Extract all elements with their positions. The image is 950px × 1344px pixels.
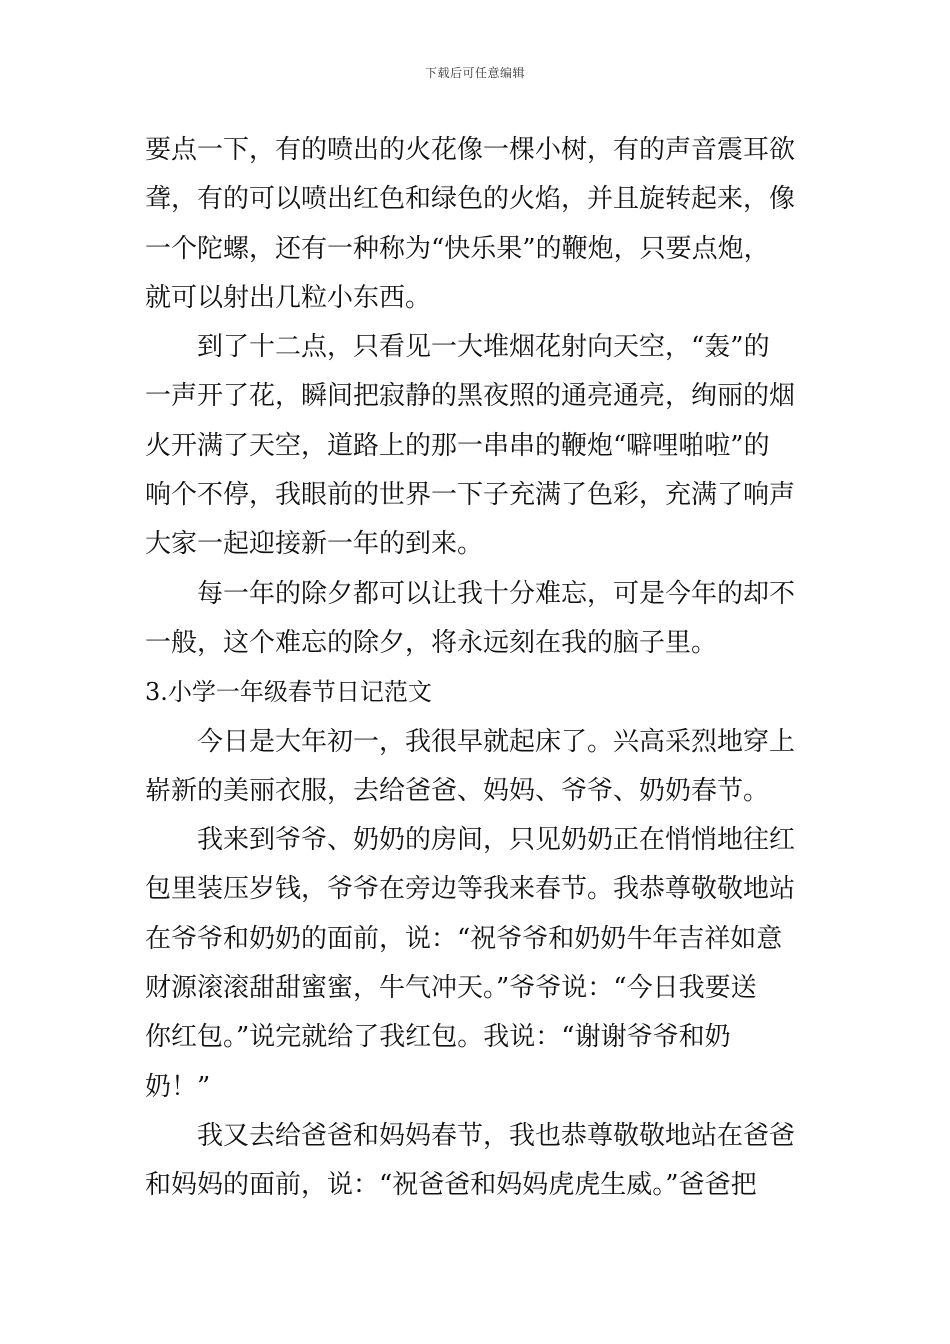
text-line: 一个陀螺，还有一种称为“快乐果”的鞭炮，只要点炮， (145, 233, 770, 264)
text-line: 火开满了天空，道路上的那一串串的鞭炮“噼哩啪啦”的 (145, 430, 770, 461)
text-line: 响个不停，我眼前的世界一下子充满了色彩，充满了响声 (145, 480, 796, 511)
text-line: 今日是大年初一，我很早就起床了。兴高采烈地穿上 (197, 726, 796, 757)
text-line: 包里装压岁钱，爷爷在旁边等我来春节。我恭尊敬敬地站 (145, 874, 796, 905)
text-line: 到了十二点，只看见一大堆烟花射向天空，“轰”的 (197, 332, 770, 363)
text-line: 和妈妈的面前，说：“祝爸爸和妈妈虎虎生威。”爸爸把 (145, 1170, 757, 1201)
text-line: 要点一下，有的喷出的火花像一棵小树，有的声音震耳欲 (145, 135, 796, 165)
text-line: 每一年的除夕都可以让我十分难忘，可是今年的却不 (197, 578, 796, 609)
text-line: 聋，有的可以喷出红色和绿色的火焰，并且旋转起来，像 (145, 184, 796, 215)
text-line: 在爷爷和奶奶的面前，说：“祝爷爷和奶奶牛年吉祥如意 (145, 923, 783, 954)
page-header: 下载后可任意编辑 (424, 66, 525, 80)
text-line: 就可以射出几粒小东西。 (145, 282, 432, 313)
text-line: 我又去给爸爸和妈妈春节，我也恭尊敬敬地站在爸爸 (197, 1120, 796, 1151)
section-heading: 3.小学一年级春节日记范文 (145, 678, 432, 707)
text-line: 你红包。”说完就给了我红包。我说：“谢谢爷爷和奶 (145, 1022, 731, 1053)
text-line: 奶！” (145, 1071, 211, 1102)
text-line: 一声开了花，瞬间把寂静的黑夜照的通亮通亮，绚丽的烟 (145, 381, 796, 412)
text-line: 大家一起迎接新一年的到来。 (145, 529, 484, 560)
text-line: 我来到爷爷、奶奶的房间，只见奶奶正在悄悄地往红 (197, 825, 796, 856)
text-line: 崭新的美丽衣服，去给爸爸、妈妈、爷爷、奶奶春节。 (145, 775, 770, 806)
document-body (145, 126, 807, 1211)
text-line: 一般，这个难忘的除夕，将永远刻在我的脑子里。 (145, 627, 718, 658)
text-line: 财源滚滚甜甜蜜蜜，牛气冲天。”爷爷说：“今日我要送 (145, 973, 757, 1004)
